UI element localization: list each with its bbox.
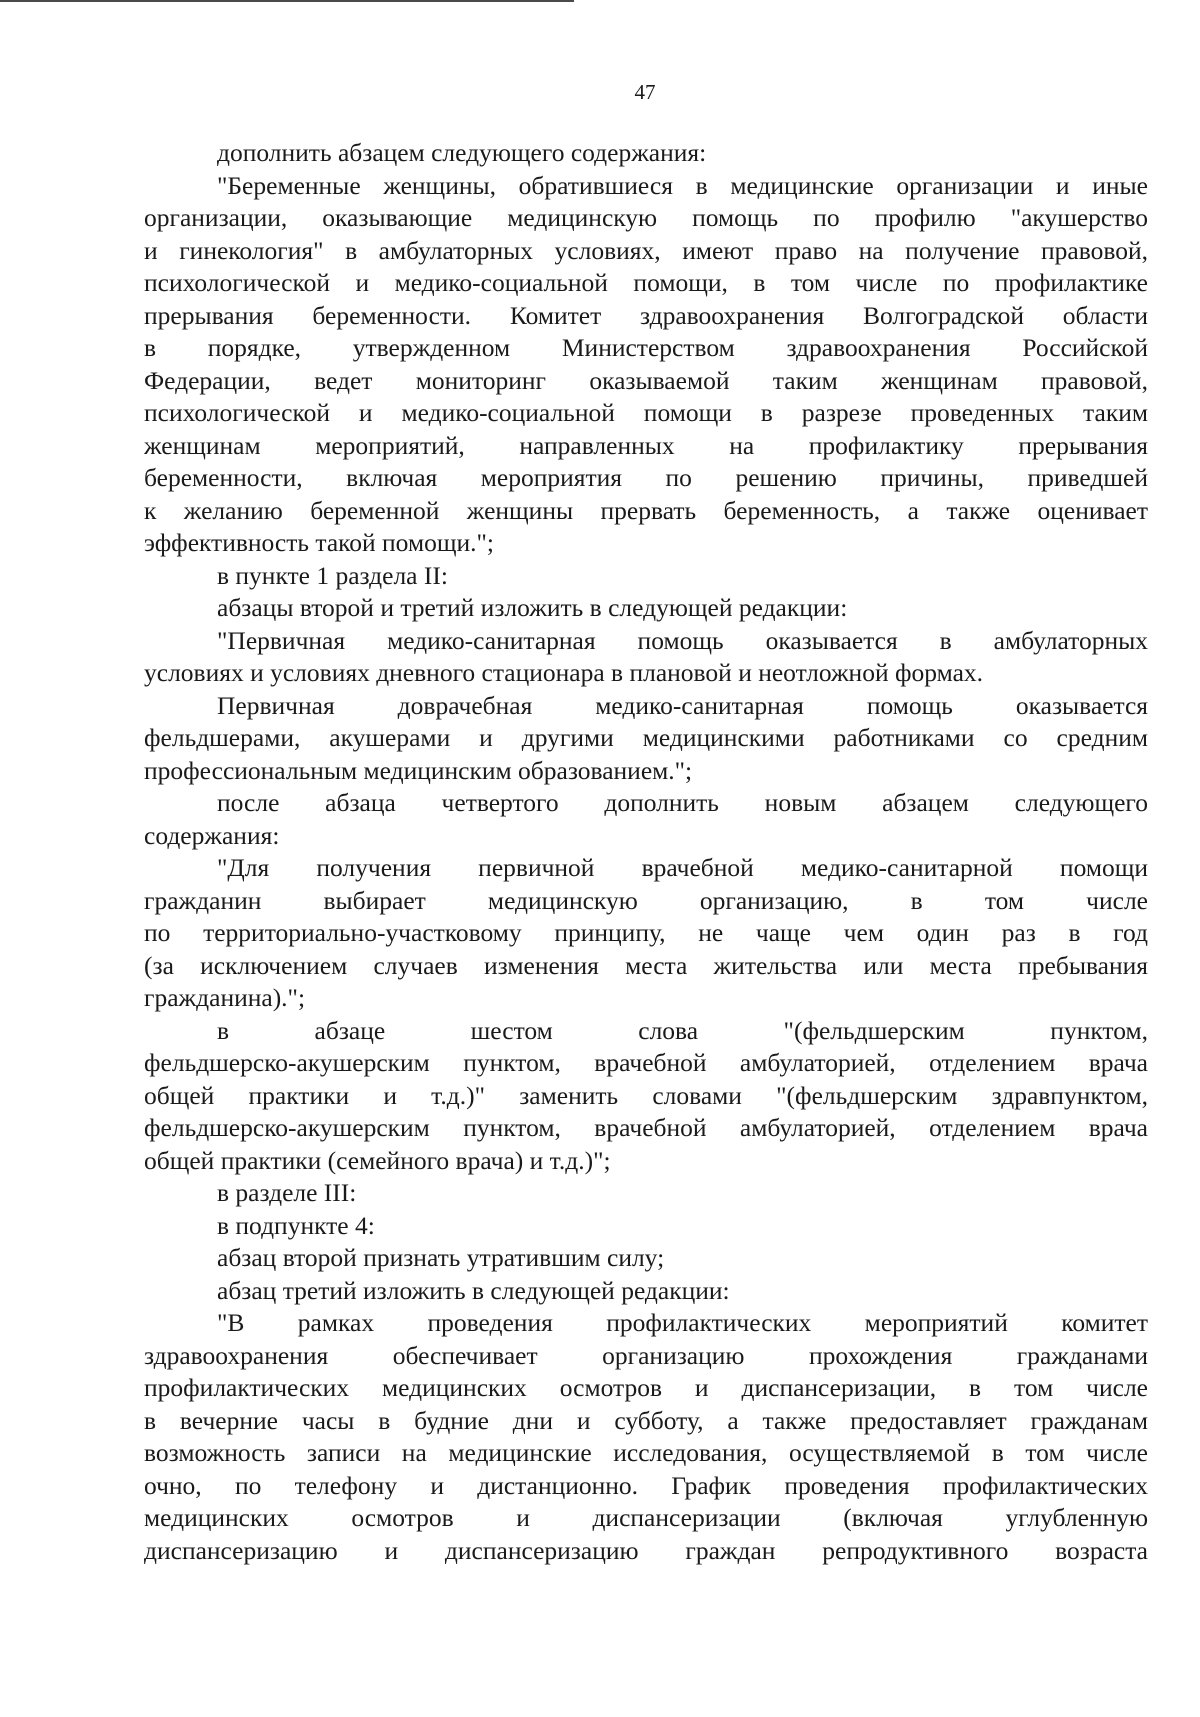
text-line: "Беременные женщины, обратившиеся в медицинские организации и иные [217, 170, 1148, 200]
text-line: прерывания беременности. Комитет здравоохранения Волгоградской области [144, 300, 1148, 330]
text-line: Первичная доврачебная медико-санитарная помощь оказывается [217, 690, 1148, 720]
document-body [144, 137, 1148, 1567]
text-line: в подпункте 4: [217, 1210, 375, 1240]
text-line: фельдшерско-акушерским пунктом, врачебной амбулаторией, отделением врача [144, 1048, 1148, 1077]
text-line: абзац третий изложить в следующей редакции: [217, 1275, 730, 1305]
text-line: "Для получения первичной врачебной медико-санитарной помощи [217, 853, 1148, 882]
text-line: (за исключением случаев изменения места жительства или места пребывания [144, 950, 1148, 980]
text-line: "Первичная медико-санитарная помощь оказывается в амбулаторных [217, 625, 1148, 655]
text-line: после абзаца четвертого дополнить новым абзацем следующего [217, 788, 1148, 817]
text-line: фельдшерами, акушерами и другими медицинскими работниками со средним [144, 723, 1148, 752]
text-line: в порядке, утвержденном Министерством здравоохранения Российской [144, 333, 1148, 362]
text-line: общей практики и т.д.)" заменить словами "(фельдшерским здравпунктом, [144, 1080, 1148, 1110]
text-line: дополнить абзацем следующего содержания: [217, 138, 707, 167]
text-line: абзац второй признать утратившим силу; [217, 1243, 665, 1272]
text-line: в пункте 1 раздела II: [217, 560, 448, 590]
text-line: фельдшерско-акушерским пунктом, врачебной амбулаторией, отделением врача [144, 1113, 1148, 1142]
text-line: здравоохранения обеспечивает организацию прохождения гражданами [144, 1340, 1148, 1370]
text-line: "В рамках проведения профилактических мероприятий комитет [217, 1308, 1148, 1337]
text-line: эффективность такой помощи."; [144, 528, 494, 557]
text-line: в разделе III: [217, 1178, 357, 1207]
text-line: возможность записи на медицинские исследования, осуществляемой в том числе [144, 1438, 1148, 1467]
text-line: психологической и медико-социальной помощи в разрезе проведенных таким [144, 398, 1148, 427]
text-line: в абзаце шестом слова "(фельдшерским пунктом, [217, 1015, 1148, 1045]
scan-top-edge [0, 0, 574, 2]
text-line: в вечерние часы в будние дни и субботу, а также предоставляет гражданам [144, 1405, 1148, 1435]
text-line: гражданина)."; [144, 983, 306, 1012]
text-line: к желанию беременной женщины прервать беременность, а также оценивает [144, 495, 1148, 525]
text-line: очно, по телефону и дистанционно. График проведения профилактических [144, 1470, 1148, 1500]
text-line: содержания: [144, 820, 280, 850]
text-line: общей практики (семейного врача) и т.д.)"; [144, 1145, 611, 1175]
text-line: профессиональным медицинским образованием."; [144, 755, 693, 785]
text-line: диспансеризацию и диспансеризацию граждан репродуктивного возраста [144, 1535, 1148, 1565]
text-line: медицинских осмотров и диспансеризации (включая углубленную [144, 1503, 1148, 1532]
text-line: психологической и медико-социальной помощи, в том числе по профилактике [144, 268, 1148, 297]
text-line: условиях и условиях дневного стационара в плановой и неотложной формах. [144, 658, 984, 687]
text-line: и гинекология" в амбулаторных условиях, имеют право на получение правовой, [144, 235, 1148, 265]
page-number: 47 [634, 80, 656, 104]
text-line: Федерации, ведет мониторинг оказываемой таким женщинам правовой, [144, 365, 1148, 395]
text-line: беременности, включая мероприятия по решению причины, приведшей [144, 463, 1148, 492]
text-line: организации, оказывающие медицинскую помощь по профилю "акушерство [144, 203, 1148, 232]
text-line: профилактических медицинских осмотров и диспансеризации, в том числе [144, 1373, 1148, 1402]
text-line: по территориально-участковому принципу, не чаще чем один раз в год [144, 918, 1148, 947]
text-line: гражданин выбирает медицинскую организацию, в том числе [144, 885, 1148, 915]
text-line: женщинам мероприятий, направленных на профилактику прерывания [144, 430, 1148, 460]
text-line: абзацы второй и третий изложить в следующей редакции: [217, 593, 848, 622]
